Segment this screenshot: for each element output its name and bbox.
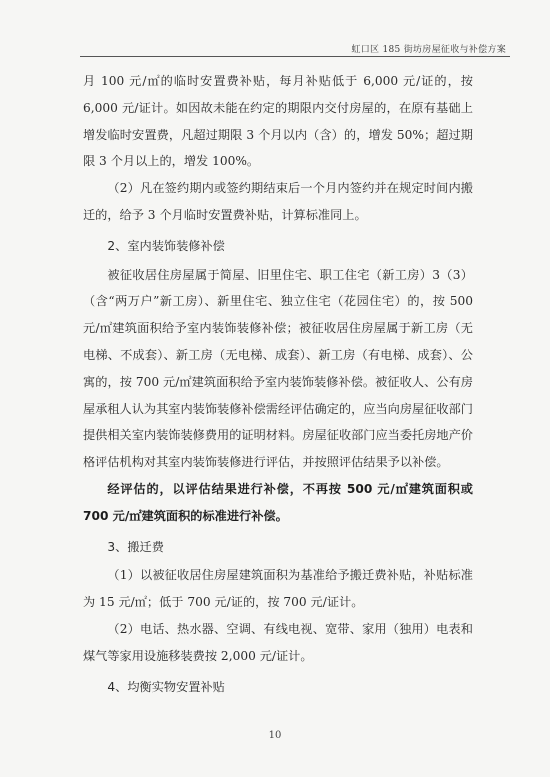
- document-body: [83, 68, 473, 702]
- paragraph-relocation-fee-2: （2）电话、热水器、空调、有线电视、宽带、家用（独用）电表和煤气等家用设施移装费按 2,000 元/证计。: [83, 621, 473, 663]
- section-heading-balance-subsidy: 4、均衡实物安置补贴: [107, 679, 225, 694]
- paragraph-relocation-fee-1: （1）以被征收居住房屋建筑面积为基准给予搬迁费补贴，补贴标准为 15 元/㎡；低于 700 元/证的，按 700 元/证计。: [83, 568, 473, 610]
- paragraph-decoration-compensation: 被征收居住房屋属于简屋、旧里住宅、职工住宅（新工房）3（3）（含“两万户”新工房）、新里住宅、独立住宅（花园住宅）的，按 500 元/㎡建筑面积给予室内装饰装修补偿；被征收居住房屋属于新工房（无电梯、不成套）、新工房（无电梯、成套）、新工房（有电梯、成套）、公寓的，按 700 元/㎡建筑面积给予室内装饰装修补偿。被征收人、公有房屋承租人认为其室内装饰装修补偿需经评估确定的，应当向房屋征收部门提供相关室内装饰装修费用的证明材料。房屋征收部门应当委托房地产价格评估机构对其室内装饰装修进行评估，并按照评估结果予以补偿。: [83, 267, 473, 470]
- section-heading-decoration: 2、室内装饰装修补偿: [107, 238, 225, 253]
- section-heading-relocation: 3、搬迁费: [107, 539, 164, 554]
- header-rule: [80, 56, 510, 57]
- paragraph-temporary-housing-subsidy-2: （2）凡在签约期内或签约期结束后一个月内签约并在规定时间内搬迁的，给予 3 个月临时安置费补贴，计算标准同上。: [83, 181, 473, 222]
- page-number: 10: [268, 730, 282, 741]
- running-header: 虹口区 185 街坊房屋征收与补偿方案: [351, 45, 506, 55]
- paragraph-temporary-housing-continued: 月 100 元/㎡的临时安置费补贴，每月补贴低于 6,000 元/证的，按 6,000 元/证计。如因故未能在约定的期限内交付房屋的，在原有基础上增发临时安置费，凡超过期限 3 个月以内（含）的，增发 50%；超过期限 3 个月以上的，增发 100%。: [83, 74, 473, 169]
- paragraph-assessment-note: 经评估的，以评估结果进行补偿，不再按 500 元/㎡建筑面积或 700 元/㎡建筑面积的标准进行补偿。: [83, 481, 473, 523]
